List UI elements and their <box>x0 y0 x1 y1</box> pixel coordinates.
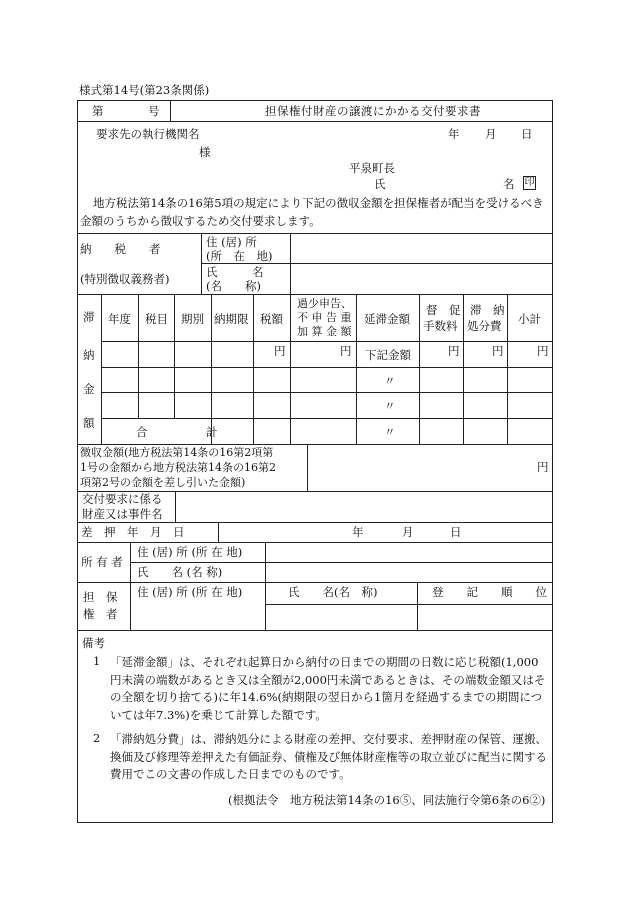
divider <box>101 418 553 419</box>
divider <box>77 630 553 631</box>
seizure-day: 日 <box>450 525 462 539</box>
yen-disposal-cost: 円 <box>492 344 504 358</box>
col-period: 期別 <box>181 312 204 326</box>
holder-label-line2: 権 者 <box>83 607 118 621</box>
total-label-left: 合 <box>136 425 148 439</box>
collection-amount-line3: 項第2号の金額を差し引いた金額) <box>80 476 246 489</box>
remark-number-1: 1 <box>93 654 101 668</box>
divider <box>77 542 553 543</box>
divider <box>77 444 553 445</box>
divider <box>130 582 131 631</box>
divider <box>77 582 553 583</box>
frame-bottom <box>77 822 553 823</box>
side-label-4: 額 <box>83 416 95 430</box>
holder-name-label: 氏 名(名 称) <box>288 585 378 599</box>
intro-text-line1: 地方税法第14条の16第5項の規定により下記の徴収金額を担保権者が配当を受けるべき <box>93 196 544 210</box>
ditto-mark-3: 〃 <box>384 425 396 439</box>
divider <box>253 294 254 444</box>
date-day: 日 <box>521 127 533 141</box>
owner-name-label: 氏 名 (名 称) <box>137 565 223 579</box>
yen-subtotal: 円 <box>537 344 549 358</box>
number-label-go: 号 <box>148 104 160 118</box>
col-underreport-line1: 過少申告、 <box>297 297 352 310</box>
remark-text-1: 「延滞金額」は、それぞれ起算日から納付の日までの期間の日数に応じ税額(1,000円未満の端数があるとき又は全額が2,000円未満であるときは、その端数金額又はその全額を切り捨てる)に年14.6%(納期限の翌日から1箇月を経過するまでの期間については年7.3%)を乗じて計算した額です。 <box>110 655 546 722</box>
divider <box>507 294 508 444</box>
seizure-year: 年 <box>352 525 364 539</box>
divider <box>265 542 266 631</box>
requester-title: 平泉町長 <box>349 161 395 175</box>
name-uji: 氏 <box>374 177 386 191</box>
yen-tax-amount: 円 <box>274 344 286 358</box>
holder-label-line1: 担 保 <box>83 590 118 604</box>
owner-address-label: 住 (居) 所 (所 在 地) <box>137 545 243 559</box>
owner-label: 所 有 者 <box>81 555 123 569</box>
taxpayer-name-label: 氏 名 <box>206 265 264 279</box>
seizure-month: 月 <box>402 525 414 539</box>
yen-demand-fee: 円 <box>448 344 460 358</box>
collection-amount-line2: 1号の金額から地方税法第14条の16第2 <box>80 461 276 474</box>
col-demand-fee-line1: 督 促 <box>426 303 461 317</box>
taxpayer-address-label: 住 (居) 所 <box>206 235 257 249</box>
divider <box>170 100 171 122</box>
divider <box>77 294 553 295</box>
below-amount-label: 下記金額 <box>365 348 411 362</box>
registration-rank-label: 登 記 順 位 <box>432 585 547 599</box>
divider <box>77 233 553 234</box>
side-label-2: 納 <box>83 348 95 362</box>
name-mei: 名 <box>503 177 515 191</box>
honorific-sama: 様 <box>199 145 211 159</box>
divider <box>77 522 553 523</box>
seizure-date-label: 差 押 年 月 日 <box>81 525 185 539</box>
col-fiscal-year: 年度 <box>108 312 131 326</box>
side-label-1: 滞 <box>83 310 95 324</box>
divider <box>218 522 219 543</box>
divider <box>130 562 553 563</box>
taxpayer-label: 納 税 者 <box>80 242 161 256</box>
remark-number-2: 2 <box>93 731 101 745</box>
frame-right <box>552 100 553 823</box>
date-year: 年 <box>448 127 460 141</box>
form-number-label: 様式第14号(第23条関係) <box>79 83 210 97</box>
collection-amount-line1: 徴収金額(地方税法第14条の16第2項第 <box>80 446 274 459</box>
property-label-line2: 財産又は事件名 <box>82 507 163 521</box>
col-disposal-cost-line2: 処分費 <box>467 319 502 333</box>
remarks-title: 備考 <box>82 636 105 650</box>
divider <box>417 582 418 631</box>
intro-text-line2: 金額のうちから徴収するため交付要求します。 <box>80 214 321 228</box>
total-label-right: 計 <box>206 425 218 439</box>
date-month: 月 <box>485 127 497 141</box>
divider <box>101 341 553 342</box>
col-disposal-cost-line1: 滞 納 <box>470 303 505 317</box>
legal-basis: (根拠法令 地方税法第14条の16⑤、同法施行令第6条の6②) <box>228 793 546 807</box>
side-label-3: 金 <box>83 382 95 396</box>
taxpayer-location-label: (所 在 地) <box>206 249 273 263</box>
ditto-mark-1: 〃 <box>384 374 396 388</box>
col-delinquency: 延滞金額 <box>364 312 410 326</box>
document-title: 担保権付財産の譲渡にかかる交付要求書 <box>265 104 481 118</box>
col-tax-item: 税目 <box>145 312 168 326</box>
remark-text-2: 「滞納処分費」は、滞納処分による財産の差押、交付要求、差押財産の保管、運搬、換価及び修理等差押えた有価証券、債権及び無体財産権等の取立並びに配当に関する費用でこの文書の作成した日までのものです。 <box>110 732 547 781</box>
ditto-mark-2: 〃 <box>384 399 396 413</box>
divider <box>101 367 553 368</box>
yen-underreport: 円 <box>340 344 352 358</box>
special-collector-label: (特別徴収義務者) <box>80 272 170 286</box>
divider <box>101 294 102 444</box>
col-underreport-line3: 加 算 金 額 <box>297 325 352 338</box>
property-label-line1: 交付要求に係る <box>82 492 163 506</box>
taxpayer-name-sub-label: (名 称) <box>206 279 261 293</box>
divider <box>101 392 553 393</box>
col-demand-fee-line2: 手数料 <box>423 319 458 333</box>
yen-collection-amount: 円 <box>537 460 549 474</box>
col-deadline: 納期限 <box>214 312 249 326</box>
frame-left <box>77 100 78 823</box>
col-tax-amount: 税額 <box>260 312 283 326</box>
number-label-dai: 第 <box>92 104 104 118</box>
divider <box>77 121 553 122</box>
frame-top <box>77 100 553 101</box>
divider <box>290 294 291 444</box>
divider <box>419 294 420 444</box>
divider <box>265 604 553 605</box>
divider <box>356 294 357 444</box>
divider <box>175 491 176 523</box>
divider <box>307 444 308 492</box>
divider <box>174 294 175 418</box>
col-underreport-line2: 不 申 告 重 <box>297 311 352 324</box>
divider <box>211 294 212 444</box>
seal-stamp: 印 <box>524 177 535 188</box>
divider <box>463 294 464 444</box>
holder-address-label: 住 (居) 所 (所 在 地) <box>137 585 243 599</box>
col-subtotal: 小計 <box>518 312 541 326</box>
addressee-label: 要求先の執行機関名 <box>96 127 200 141</box>
divider <box>138 294 139 418</box>
